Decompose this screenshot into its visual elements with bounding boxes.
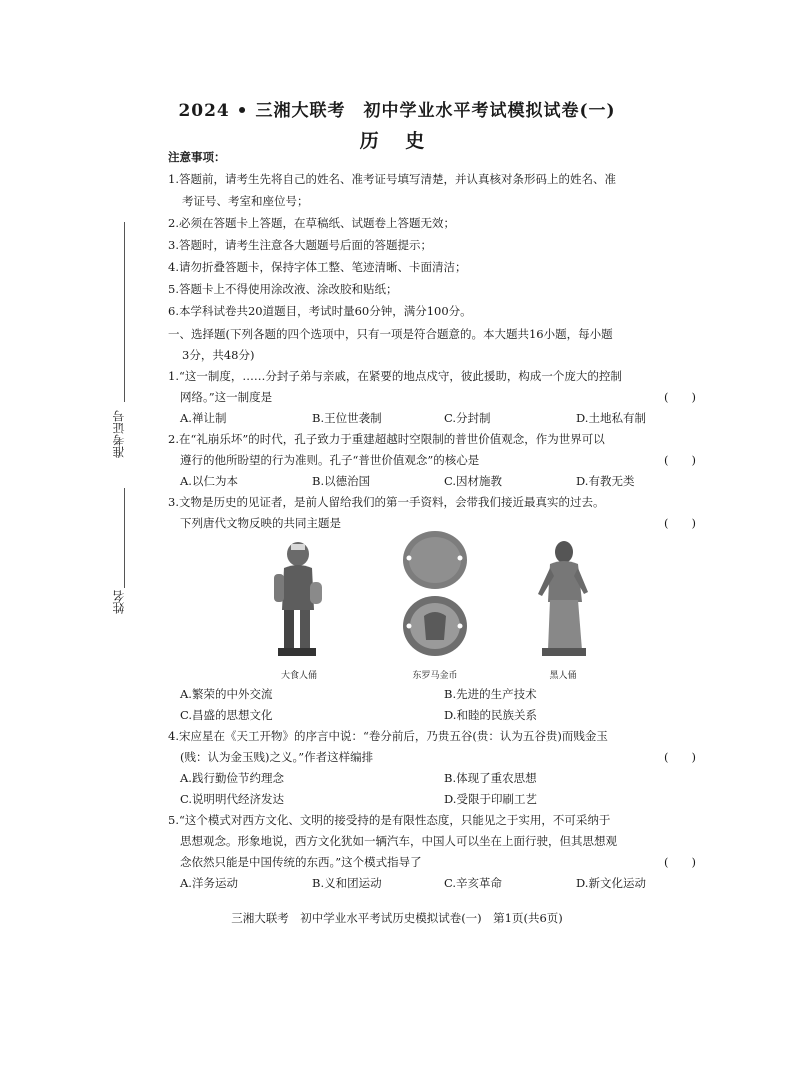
question-text: 下列唐代文物反映的共同主题是 [180,516,341,530]
notes-heading: 注意事项： [168,150,226,164]
option-c[interactable]: C.说明明代经济发达 [180,792,285,806]
option-d[interactable]: D.和睦的民族关系 [444,708,537,722]
option-b[interactable]: B.义和团运动 [312,876,382,890]
question-text: 5.“这个模式对西方文化、文明的接受持的是有限性态度，只能见之于实用，不可采纳于 [168,813,611,827]
name-label: 姓名 [112,590,126,614]
answer-paren[interactable]: ( ) [664,855,696,869]
note-item: 3.答题时，请考生注意各大题题号后面的答题提示； [168,238,432,252]
option-a[interactable]: A.禅让制 [180,411,227,425]
choice-section [168,324,708,894]
note-item: 6.本学科试卷共20道题目，考试时量60分钟，满分100分。 [168,304,472,318]
question-text: 1.“这一制度，……分封子弟与亲戚，在紧要的地点戍守，彼此援助，构成一个庞大的控制 [168,369,622,383]
arab-figurine-image [268,540,328,664]
note-item: 1.答题前，请考生先将自己的姓名、准考证号填写清楚，并认真核对条形码上的姓名、准 [168,172,616,186]
section-heading: 一、选择题(下列各题的四个选项中，只有一项是符合题意的。本大题共16小题，每小题 [168,327,613,341]
question-text: 3.文物是历史的见证者，是前人留给我们的第一手资料，会带我们接近最真实的过去。 [168,495,605,509]
divider-line [124,488,125,588]
answer-paren[interactable]: ( ) [664,453,696,467]
question-text: 思想观念。形象地说，西方文化犹如一辆汽车，中国人可以坐在上面行驶，但其思想观 [180,834,617,848]
option-a[interactable]: A.繁荣的中外交流 [180,687,273,701]
byzantine-coin-image [400,528,470,662]
note-item: 5.答题卡上不得使用涂改液、涂改胶和贴纸； [168,282,398,296]
option-b[interactable]: B.王位世袭制 [312,411,382,425]
figure-caption: 黑人俑 [549,671,577,681]
note-item: 考证号、考室和座位号； [182,194,309,208]
section-heading-cont: 3分，共48分) [182,348,255,362]
question-2 [168,429,708,492]
question-text: 网络。”这一制度是 [180,390,273,404]
exam-id-line [124,222,125,402]
subject-title: 历 史 [359,130,435,152]
question-5 [168,810,708,894]
exam-title: 2024 • 三湘大联考 初中学业水平考试模拟试卷(一) [178,101,616,121]
question-text: 4.宋应星在《天工开物》的序言中说：“卷分前后，乃贵五谷(贵：认为五谷贵)而贱金玉 [168,729,608,743]
question-text: 遵行的他所盼望的行为准则。孔子“普世价值观念”的核心是 [180,453,480,467]
option-d[interactable]: D.有教无类 [576,474,635,488]
option-b[interactable]: B.先进的生产技术 [444,687,537,701]
option-a[interactable]: A.践行勤俭节约理念 [180,771,284,785]
option-c[interactable]: C.分封制 [444,411,491,425]
option-b[interactable]: B.以德治国 [312,474,371,488]
option-d[interactable]: D.土地私有制 [576,411,646,425]
option-a[interactable]: A.以仁为本 [180,474,238,488]
artifact-figures [168,534,708,684]
black-figurine-image [528,538,598,664]
option-c[interactable]: C.昌盛的思想文化 [180,708,273,722]
option-a[interactable]: A.洋务运动 [180,876,238,890]
exam-id-label: 准考证号 [112,410,126,458]
question-text: 2.在“礼崩乐坏”的时代，孔子致力于重建超越时空限制的普世价值观念，作为世界可以 [168,432,605,446]
question-4 [168,726,708,810]
answer-paren[interactable]: ( ) [664,516,696,530]
option-d[interactable]: D.受限于印刷工艺 [444,792,537,806]
question-text: 念依然只能是中国传统的东西。”这个模式指导了 [180,855,422,869]
option-b[interactable]: B.体现了重农思想 [444,771,537,785]
notes-block [168,146,708,322]
figure-caption: 东罗马金币 [412,671,458,681]
page-footer: 三湘大联考 初中学业水平考试历史模拟试卷(一) 第1页(共6页) [231,911,563,925]
question-3 [168,492,708,726]
option-c[interactable]: C.因材施教 [444,474,503,488]
note-item: 4.请勿折叠答题卡，保持字体工整、笔迹清晰、卡面清洁； [168,260,467,274]
option-c[interactable]: C.辛亥革命 [444,876,503,890]
answer-paren[interactable]: ( ) [664,390,696,404]
question-text: (贱：认为金玉贱)之义。”作者这样编排 [180,750,374,764]
note-item: 2.必须在答题卡上答题，在草稿纸、试题卷上答题无效； [168,216,455,230]
answer-paren[interactable]: ( ) [664,750,696,764]
figure-caption: 大食人俑 [280,671,317,681]
question-1 [168,366,708,429]
option-d[interactable]: D.新文化运动 [576,876,646,890]
